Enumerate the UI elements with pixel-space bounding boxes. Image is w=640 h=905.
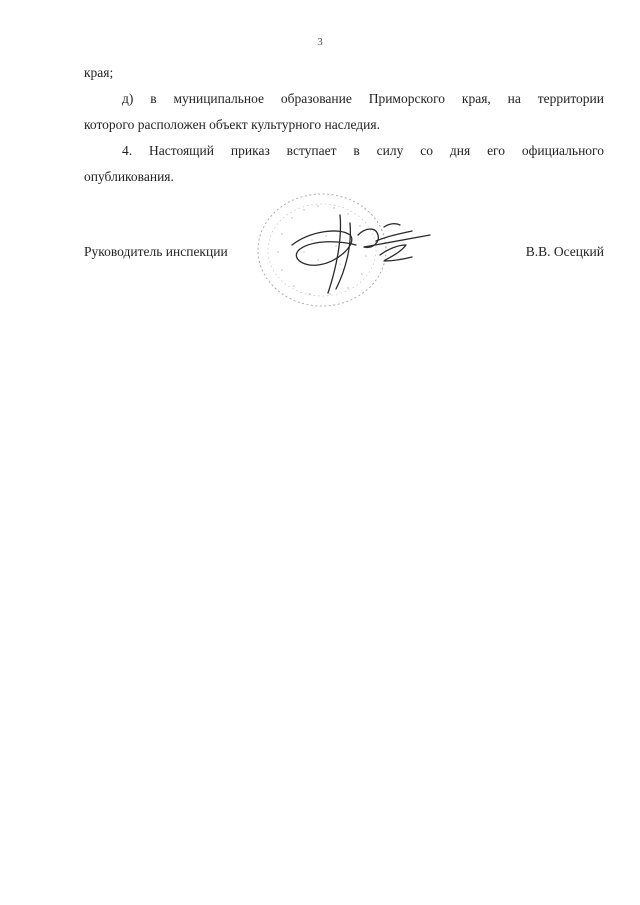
paragraph-d-line-1: д) в муниципальное образование Приморского края, на территории — [122, 91, 604, 106]
paragraph-d-line-2: которого расположен объект культурного наследия. — [84, 117, 380, 132]
page-number: 3 — [317, 36, 323, 48]
paragraph-4-line-2: опубликования. — [84, 169, 174, 184]
signatory-name: В.В. Осецкий — [525, 244, 604, 259]
signatory-position: Руководитель инспекции — [84, 244, 228, 259]
paragraph-4-line-1: 4. Настоящий приказ вступает в силу со дня его официального — [122, 143, 604, 158]
signature-block — [84, 244, 604, 264]
text-line-kraya: края; — [84, 65, 114, 80]
body-text — [84, 60, 604, 190]
